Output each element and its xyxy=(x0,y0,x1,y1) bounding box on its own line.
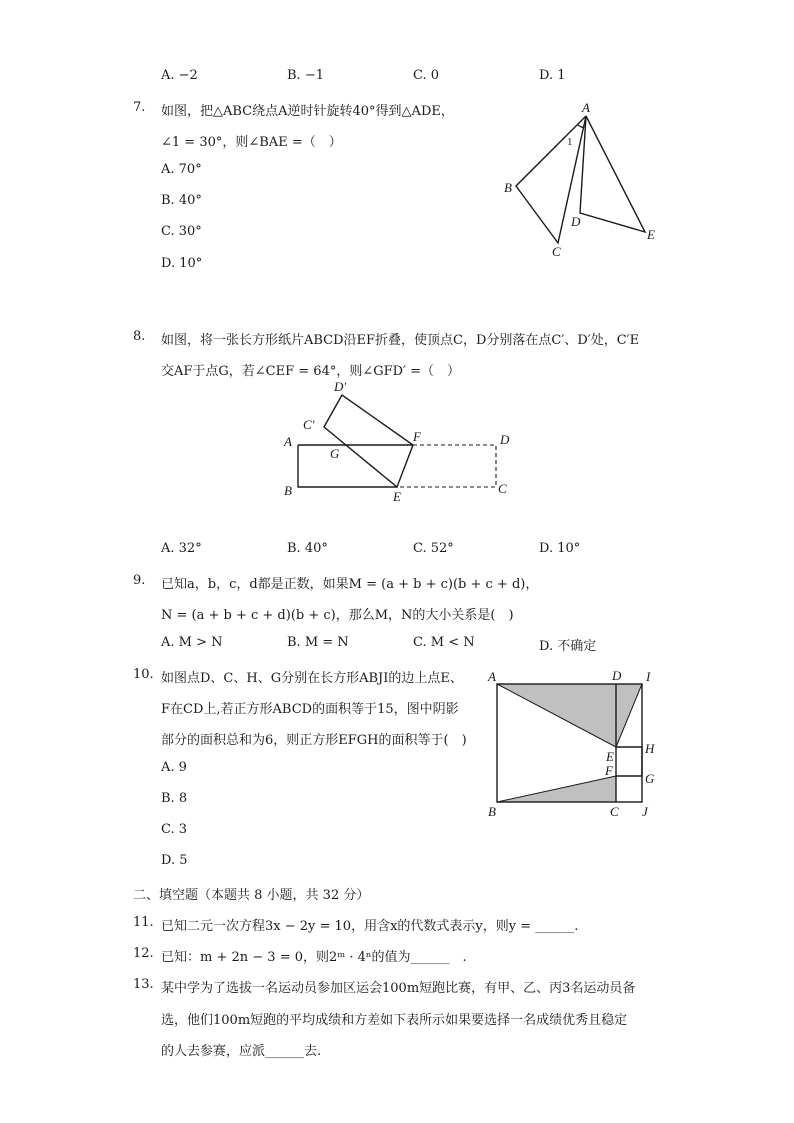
q10-option-d: D. 5 xyxy=(161,853,188,868)
q8-label-dprime: D′ xyxy=(334,379,347,394)
q10-small-square xyxy=(616,747,642,776)
q13-stem-line1: 某中学为了选拔一名运动员参加区运会100m短跑比赛，有甲、乙、丙3名运动员备 xyxy=(161,981,636,996)
q7-option-d: D. 10° xyxy=(161,256,203,271)
q8-label-g: G xyxy=(330,446,340,461)
q7-option-b: B. 40° xyxy=(161,193,202,208)
q10-label-g: G xyxy=(645,771,655,786)
q8-stem-line1: 如图，将一张长方形纸片ABCD沿EF折叠，使顶点C，D分别落在点C′、D′处，C′E xyxy=(161,333,640,348)
q6-option-d: D. 1 xyxy=(539,68,566,83)
q8-stem-line2: 交AF于点G，若∠CEF = 64°，则∠GFD′ =（ ） xyxy=(161,364,461,379)
q8-option-a: A. 32° xyxy=(161,541,202,556)
q11-number: 11. xyxy=(133,915,154,930)
q9-stem-line1: 已知a，b，c，d都是正数，如果M = (a + b + c)(b + c + d)， xyxy=(161,577,539,592)
q6-option-b: B. −1 xyxy=(287,68,324,83)
q10-stem-line2: F在CD上,若正方形ABCD的面积等于15，图中阴影 xyxy=(161,702,459,717)
q9-option-b: B. M = N xyxy=(287,635,349,650)
q13-stem-line3: 的人去参赛，应派______去. xyxy=(161,1044,322,1059)
q7-number: 7. xyxy=(133,100,146,115)
q13-number: 13. xyxy=(133,977,154,992)
q10-label-d: D xyxy=(612,668,622,683)
q9-option-d: D. 不确定 xyxy=(539,639,597,654)
q9-option-a: A. M > N xyxy=(161,635,223,650)
q12-number: 12. xyxy=(133,946,154,961)
q10-label-h: H xyxy=(645,741,655,756)
q6-option-a: A. −2 xyxy=(161,68,198,83)
q8-folded-part xyxy=(324,395,413,487)
q10-option-a: A. 9 xyxy=(161,760,187,775)
q10-label-c: C xyxy=(610,804,619,819)
q10-label-a: A xyxy=(488,669,496,684)
q8-label-c: C xyxy=(498,481,507,496)
q11-stem: 已知二元一次方程3x − 2y = 10，用含x的代数式表示y，则y = ______. xyxy=(161,919,579,934)
q7-stem-line1: 如图，把△ABC绕点A逆时针旋转40°得到△ADE， xyxy=(161,104,454,119)
q10-label-j: J xyxy=(642,804,648,819)
q8-rect-abe xyxy=(298,445,397,487)
q8-option-d: D. 10° xyxy=(539,541,581,556)
q10-shaded-region-right xyxy=(616,684,642,747)
q7-label-e: E xyxy=(647,227,655,242)
q10-number: 10. xyxy=(133,667,154,682)
q10-option-b: B. 8 xyxy=(161,791,188,806)
q10-label-e: E xyxy=(606,749,614,764)
q8-option-b: B. 40° xyxy=(287,541,328,556)
q10-option-c: C. 3 xyxy=(161,822,188,837)
q10-stem-line3: 部分的面积总和为6，则正方形EFGH的面积等于( ) xyxy=(161,733,467,748)
q10-shaded-region-bottom xyxy=(497,776,616,802)
q7-label-c: C xyxy=(552,244,561,259)
q8-option-c: C. 52° xyxy=(413,541,454,556)
q8-label-a: A xyxy=(284,434,292,449)
section-2-title: 二、填空题（本题共 8 小题，共 32 分） xyxy=(133,888,370,903)
q12-stem: 已知：m + 2n − 3 = 0，则2ᵐ · 4ⁿ的值为______ . xyxy=(161,950,467,965)
q9-number: 9. xyxy=(133,573,146,588)
q13-stem-line2: 选，他们100m短跑的平均成绩和方差如下表所示如果要选择一名成绩优秀且稳定 xyxy=(161,1013,628,1028)
q10-label-f: F xyxy=(605,763,613,778)
q8-label-d: D xyxy=(500,432,510,447)
q8-number: 8. xyxy=(133,329,146,344)
q7-option-c: C. 30° xyxy=(161,224,202,239)
q7-stem-line2: ∠1 = 30°，则∠BAE =（ ） xyxy=(161,135,342,150)
q7-triangle-ade xyxy=(580,116,645,232)
q7-figure xyxy=(495,98,670,263)
q8-dashed-original xyxy=(397,445,496,487)
q8-figure xyxy=(275,377,535,507)
q7-label-angle-1: 1 xyxy=(567,136,573,148)
q8-label-f: F xyxy=(413,429,421,444)
q7-option-a: A. 70° xyxy=(161,162,202,177)
q10-stem-line1: 如图点D、C、H、G分别在长方形ABJI的边上点E、 xyxy=(161,671,463,686)
q8-label-e: E xyxy=(393,489,401,504)
q7-label-b: B xyxy=(504,180,512,195)
q9-stem-line2: N = (a + b + c + d)(b + c)，那么M，N的大小关系是( ) xyxy=(161,608,514,623)
q9-option-c: C. M < N xyxy=(413,635,475,650)
q6-option-c: C. 0 xyxy=(413,68,440,83)
q10-label-i: I xyxy=(646,669,651,684)
q10-label-b: B xyxy=(488,804,496,819)
q8-label-b: B xyxy=(284,483,292,498)
q10-figure xyxy=(482,668,662,823)
q10-shaded-region-top xyxy=(497,684,616,747)
q7-label-d: D xyxy=(571,214,581,229)
q8-label-cprime: C′ xyxy=(303,417,315,432)
q7-label-a: A xyxy=(582,100,590,115)
